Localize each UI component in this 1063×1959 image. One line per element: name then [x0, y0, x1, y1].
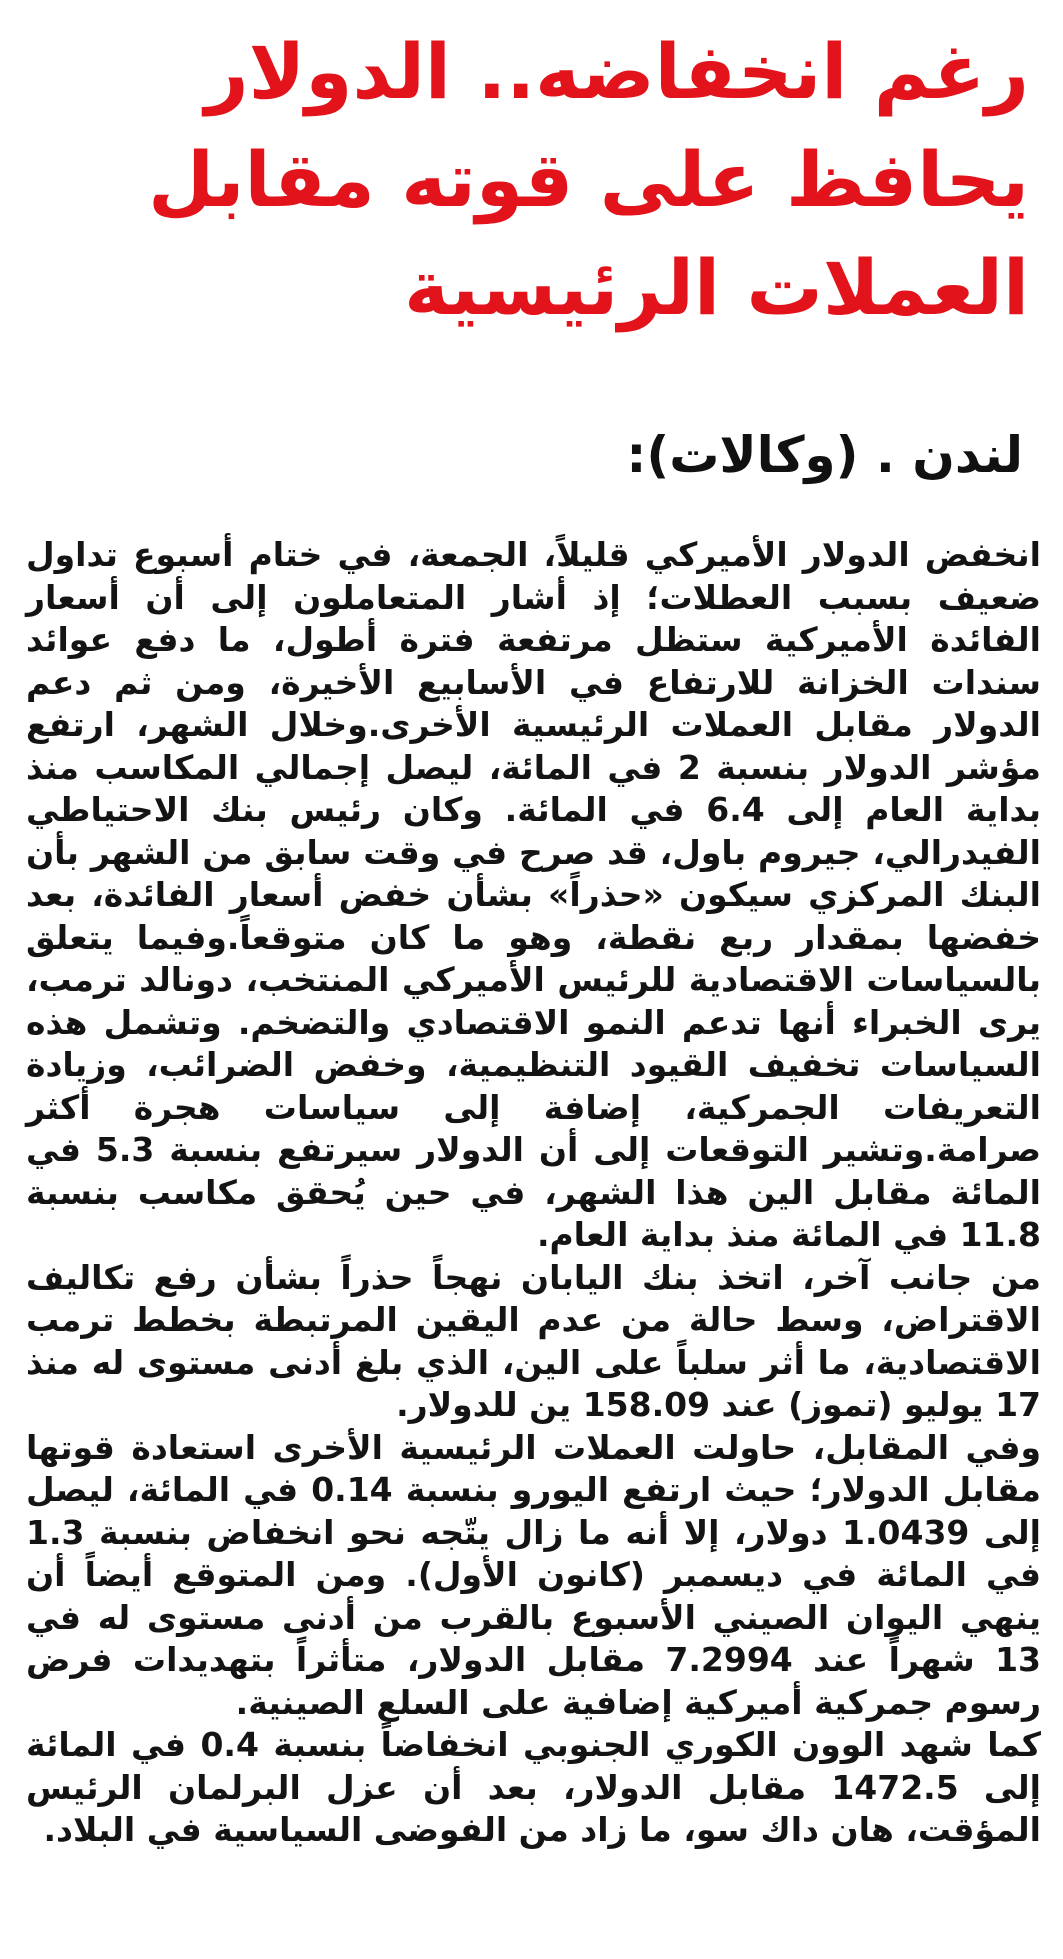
article-paragraph: من جانب آخر، اتخذ بنك اليابان نهجاً حذراً بشأن رفع تكاليف الاقتراض، وسط حالة من عدم اليقين المرتبطة بخطط ترمب الاقتصادية، ما أثر سلباً على الين، الذي بلغ أدنى مستوى له منذ 17 يوليو (تموز) عند 158.09 ين للدولار. [26, 1257, 1041, 1424]
article-headline: رغم انخفاضه.. الدولار يحافظ على قوته مقابل العملات الرئيسية [148, 27, 1029, 332]
article-paragraph: كما شهد الوون الكوري الجنوبي انخفاضاً بنسبة 0.4 في المائة إلى 1472.5 مقابل الدولار، بعد أن عزل البرلمان الرئيس المؤقت، هان داك سو، ما زاد من الفوضى السياسية في البلاد. [26, 1725, 1042, 1849]
article-dateline: لندن . (وكالات): [626, 426, 1023, 484]
article-paragraph: وفي المقابل، حاولت العملات الرئيسية الأخرى استعادة قوتها مقابل الدولار؛ حيث ارتفع اليورو بنسبة 0.14 في المائة، ليصل إلى 1.0439 دولار، إلا أنه ما زال يتّجه نحو انخفاض بنسبة 1.3 في المائة في ديسمبر (كانون الأول). ومن المتوقع أيضاً أن ينهي اليوان الصيني الأسبوع بالقرب من أدنى مستوى له في 13 شهراً عند 7.2994 مقابل الدولار، متأثراً بتهديدات فرض رسوم جمركية أميركية إضافية على السلع الصينية. [26, 1427, 1042, 1722]
article-body [26, 534, 1041, 1852]
article-paragraph: انخفض الدولار الأميركي قليلاً، الجمعة، في ختام أسبوع تداول ضعيف بسبب العطلات؛ إذ أشار المتعاملون إلى أن أسعار الفائدة الأميركية ستظل مرتفعة فترة أطول، ما دفع عوائد سندات الخزانة للارتفاع في الأسابيع الأخيرة، ومن ثم دعم الدولار مقابل العملات الرئيسية الأخرى.وخلال الشهر، ارتفع مؤشر الدولار بنسبة 2 في المائة، ليصل إجمالي المكاسب منذ بداية العام إلى 6.4 في المائة. وكان رئيس بنك الاحتياطي الفيدرالي، جيروم باول، قد صرح في وقت سابق من الشهر بأن البنك المركزي سيكون «حذراً» بشأن خفض أسعار الفائدة، بعد خفضها بمقدار ربع نقطة، وهو ما كان متوقعاً.وفيما يتعلق بالسياسات الاقتصادية للرئيس الأميركي المنتخب، دونالد ترمب، يرى الخبراء أنها تدعم النمو الاقتصادي والتضخم. وتشمل هذه السياسات تخفيف القيود التنظيمية، وخفض الضرائب، وزيادة التعريفات الجمركية، إضافة إلى سياسات هجرة أكثر صرامة.وتشير التوقعات إلى أن الدولار سيرتفع بنسبة 5.3 في المائة مقابل الين هذا الشهر، في حين يُحقق مكاسب بنسبة 11.8 في المائة منذ بداية العام. [26, 535, 1041, 1254]
